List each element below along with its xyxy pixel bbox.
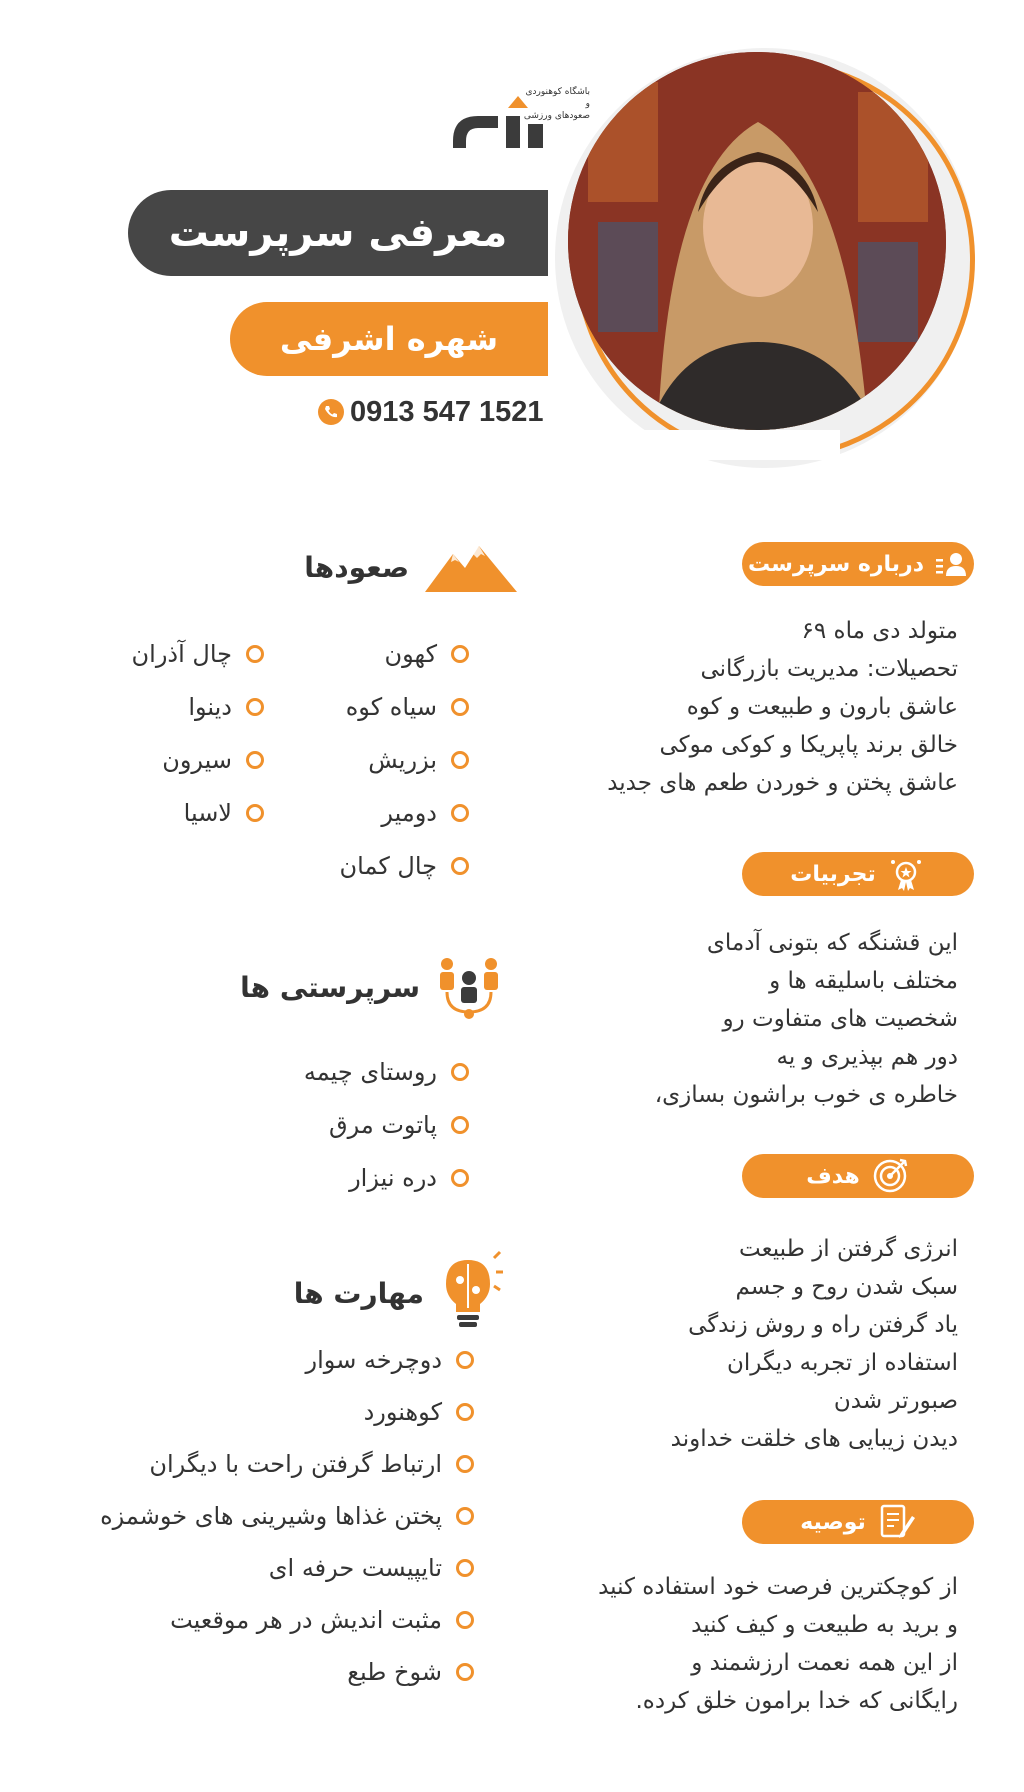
skill-item: دوچرخه سوار [306, 1346, 474, 1374]
skill-item: پختن غذاها وشیرینی های خوشمزه [100, 1502, 474, 1530]
bullet-icon [451, 1063, 469, 1081]
goal-line: انرژی گرفتن از طبیعت [739, 1236, 958, 1262]
skill-item: مثبت اندیش در هر موقعیت [170, 1606, 474, 1634]
bullet-icon [456, 1455, 474, 1473]
skill-item: تایپیست حرفه ای [269, 1554, 474, 1582]
advice-line: رایگانی که خدا برامون خلق کرده. [635, 1688, 958, 1714]
goal-text [671, 1230, 958, 1458]
bullet-icon [246, 751, 264, 769]
bullet-icon [456, 1559, 474, 1577]
climb-item: بزریش [368, 746, 469, 774]
skills-heading: مهارت ها [294, 1250, 504, 1336]
photo-cut [540, 430, 840, 460]
advice-line: از این همه نعمت ارزشمند و [691, 1650, 958, 1676]
climb-item: سیاه کوه [346, 693, 469, 721]
bullet-icon [456, 1507, 474, 1525]
skill-item: ارتباط گرفتن راحت با دیگران [149, 1450, 474, 1478]
advice-text [598, 1568, 958, 1720]
skill-item: شوخ طبع [347, 1658, 474, 1686]
climb-item: دینوا [188, 693, 264, 721]
goal-line: سبک شدن روح و جسم [735, 1274, 958, 1300]
climb-item: سیرون [162, 746, 264, 774]
leader-photo [568, 52, 946, 430]
phone-icon [318, 399, 344, 425]
about-line: عاشق بارون و طبیعت و کوه [686, 694, 958, 720]
experience-line: این قشنگه که بتونی آدمای [706, 930, 958, 956]
experience-pill: تجربیات [742, 852, 974, 896]
climb-item: لاسیا [184, 799, 264, 827]
bullet-icon [456, 1663, 474, 1681]
experience-text [655, 924, 958, 1114]
bullet-icon [456, 1351, 474, 1369]
leadership-item: روستای چیمه [304, 1058, 469, 1086]
leaderships-heading: سرپرستی ها [240, 952, 504, 1022]
climb-item: کهون [384, 640, 469, 668]
bullet-icon [451, 857, 469, 875]
leadership-item: پاتوت مرق [329, 1111, 469, 1139]
goal-line: استفاده از تجربه دیگران [727, 1350, 958, 1376]
leader-name: شهره اشرفی [279, 320, 499, 358]
bullet-icon [451, 1169, 469, 1187]
phone-number[interactable] [318, 392, 550, 432]
about-line: متولد دی ماه ۶۹ [801, 618, 958, 644]
climb-item: چال آذران [132, 640, 264, 668]
bullet-icon [451, 698, 469, 716]
award-icon [886, 854, 926, 894]
experience-line: خاطره ی خوب براشون بسازی، [654, 1082, 958, 1108]
bullet-icon [456, 1403, 474, 1421]
goal-line: صبورتر شدن [833, 1388, 958, 1414]
target-icon [870, 1156, 910, 1196]
bullet-icon [451, 1116, 469, 1134]
goal-line: یاد گرفتن راه و روش زندگی [688, 1312, 958, 1338]
climb-item: چال کمان [340, 852, 469, 880]
skill-item: کوهنورد [364, 1398, 474, 1426]
bullet-icon [246, 804, 264, 822]
bullet-icon [246, 698, 264, 716]
goal-line: دیدن زیبایی های خلقت خداوند [670, 1426, 958, 1452]
advice-line: از کوچکترین فرصت خود استفاده کنید [598, 1574, 958, 1600]
experience-line: شخصیت های متفاوت رو [722, 1006, 958, 1032]
page-title: معرفی سرپرست [168, 210, 508, 256]
bullet-icon [451, 645, 469, 663]
about-line: تحصیلات: مدیریت بازرگانی [700, 656, 958, 682]
logo-caption: باشگاه کوهنوردی و صعودهای ورزشی [523, 87, 590, 121]
leadership-item: دره نیزار [349, 1164, 469, 1192]
bullet-icon [451, 751, 469, 769]
experience-line: دور هم بپذیری و یه [776, 1044, 958, 1070]
team-icon [434, 952, 504, 1022]
user-card-icon [934, 551, 968, 577]
bullet-icon [246, 645, 264, 663]
about-text [607, 612, 958, 802]
advice-line: و برید به طبیعت و کیف کنید [691, 1612, 958, 1638]
experience-line: مختلف باسلیقه ها و [769, 968, 958, 994]
about-pill: درباره سرپرست [742, 542, 974, 586]
bullet-icon [456, 1611, 474, 1629]
climb-item: دومیر [381, 799, 469, 827]
about-line: عاشق پختن و خوردن طعم های جدید [607, 770, 958, 796]
page-title-bar [128, 190, 548, 276]
bullet-icon [451, 804, 469, 822]
note-pen-icon [876, 1502, 916, 1542]
about-line: خالق برند پاپریکا و کوکی موکی [659, 732, 958, 758]
leader-name-bar [230, 302, 548, 376]
mountain-icon [423, 540, 519, 594]
goal-pill: هدف [742, 1154, 974, 1198]
advice-pill: توصیه [742, 1500, 974, 1544]
phone-text: 0913 547 1521 [350, 395, 544, 428]
bulb-icon [438, 1250, 504, 1336]
climbs-heading: صعودها [304, 540, 519, 594]
